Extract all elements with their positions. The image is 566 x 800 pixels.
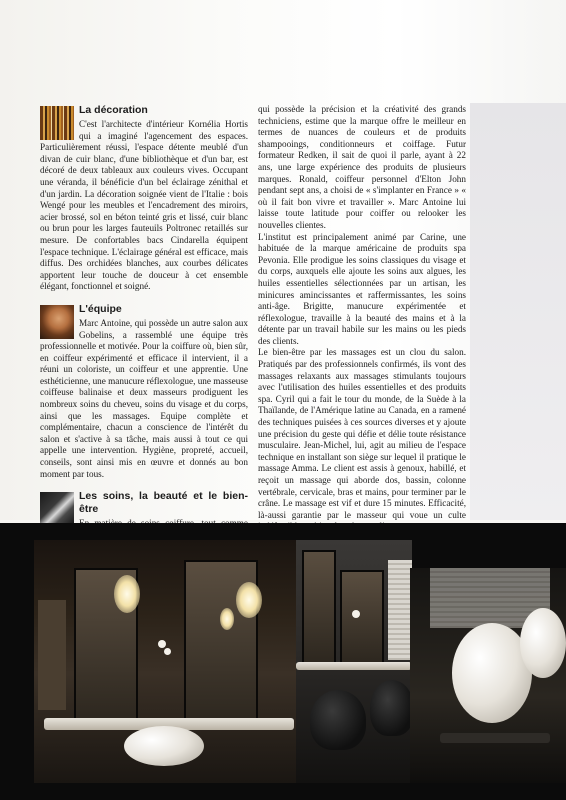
- orchid: [352, 610, 360, 618]
- chair: [310, 690, 366, 750]
- section-equipe: [40, 303, 248, 480]
- soins-thumbnail-image: [40, 492, 74, 526]
- chair: [370, 680, 412, 736]
- counter: [296, 662, 412, 670]
- orchid: [158, 640, 166, 648]
- decoration-thumbnail-image: [40, 106, 74, 140]
- paragraph-techniciens: qui possède la précision et la créativité des grands techniciens, estime que la marque offre le meilleur en termes de nuances de couleurs et de produits shampooings, conditionneurs et coiffage. Futur formateur Redken, il sait de quoi il parle, ayant à 22 ans, une large expérience des produits de plusieurs marques. Ronald, coiffeur personnel d'Elton John pendant sept ans, a choisi de « s'implanter en France » « où il fait bon vivre et travailler ». Marc Antoine lui laisse toute latitude pour coiffer ou relooker les nouvelles clientes.: [258, 104, 466, 230]
- lamp: [236, 582, 262, 618]
- window-blind: [388, 560, 412, 660]
- section-heading-soins: Les soins, la beauté et le bien-être: [79, 490, 248, 516]
- text-column-left: [40, 104, 248, 553]
- mirror: [340, 570, 384, 664]
- chair: [520, 608, 566, 678]
- photo-strip: [0, 523, 566, 800]
- section-decoration: [40, 104, 248, 293]
- salon-chairs-photo: [296, 540, 412, 783]
- equipe-portrait-image: [40, 305, 74, 339]
- section-body-decoration: C'est l'architecte d'intérieur Kornélia Hortis qui a imaginé l'agencement des espaces. Particulièrement réussi, l'espace détente meublé d'un divan de cuir blanc, d'une bibliothèque et d'un bar, est décoré de deux tableaux aux couleurs vives. Occupant une véranda, il bénéficie d'un bel éclairage zénithal et d'un jardin. La décoration soignée vient de l'Italie : bois Wengé pour les meubles et l'encadrement des miroirs, acier brossé, sol en béton teinté gris et lissé, cuir blanc ou brun pour les larges fauteuils Poltronec retaillés sur mesure. De confortables bacs Cindarella équipent l'espace technique. L'éclairage général est efficace, mais diffus. Des orchidées blanches, aux courbes délicates apportent leur touche de douceur à cet ensemble élégant, fonctionnel et soigné.: [40, 119, 248, 292]
- chair: [124, 726, 204, 766]
- lamp: [114, 575, 140, 613]
- paragraph-institut: L'institut est principalement animé par Carine, une habituée de la marque américaine de produits spa Pevonia. Elle prodigue les soins classiques du visage et du corps, auxquels elle ajoute les soins aux algues, les huiles essentielles sélectionnées par un artisan, les minicures amincissantes et raffermissantes, les soins anti-âge. Brigitte, manucure expérimentée et réflexologue, travaille à la beauté des mains et à la détente par un travail habile sur les mains ou les pieds des clients.: [258, 231, 466, 346]
- salon-interior-photo: [34, 540, 298, 783]
- chair-base: [440, 733, 550, 743]
- shelf: [38, 600, 66, 710]
- section-heading-equipe: L'équipe: [79, 302, 122, 315]
- section-heading-decoration: La décoration: [79, 104, 148, 116]
- text-column-right: [258, 104, 466, 533]
- salon-white-chairs-photo: [410, 568, 566, 783]
- mirror: [302, 550, 336, 664]
- orchid: [164, 648, 171, 655]
- paragraph-massages: Le bien-être par les massages est un clou du salon. Pratiqués par des professionnels confirmés, ils vont des massages relaxants aux massages stimulants toujours avec l'utilisation des huiles essentielles et des produits spa. Cyril qui a fait le tour du monde, de la Suède à la Thaïlande, de l'Amérique latine au Canada, en a ramené des techniques puisées à ces sources diverses et y ajoute une précision du geste qui défie et délie toute résistance musculaire. Jean-Michel, lui, agit au milieu de l'espace technique en installant son siège sur lequel il pratique le massage Amma. Le client est assis à genoux, habillé, et reçoit un massage qui aborde dos, bassin, colonne vertébrale, cervicale, bras et mains, pour terminer par le crâne. Le massage est vif et dure 15 minutes. Efficacité, là-aussi garantie par le masseur qui voue un culte: [258, 347, 466, 520]
- section-body-equipe: Marc Antoine, qui possède un autre salon aux Gobelins, a rassemblé une équipe très professionnelle et motivée. Pour la coiffure où, bien sûr, en coiffeur expérimenté et efficace il intervient, il a réuni un coloriste, un coiffeur et une apprentie. Une esthéticienne, une manucure réflexologue, une masseuse coiffeuse balinaise et deux masseurs prodiguent les nombreux soins du cheveu, soins du visage et du corps, ainsi que les massages. Equipe complète et complémentaire, chacun a conscience de l'intérêt du salon et s'active à sa tâche, mais aussi à tout ce qui appelle une intervention. Hygiène, propreté, accueil, conseils, sont ainsi mis en œuvre et donnés au bon moment par tous.: [40, 317, 248, 479]
- lamp: [220, 608, 234, 630]
- right-margin-band: [470, 103, 566, 520]
